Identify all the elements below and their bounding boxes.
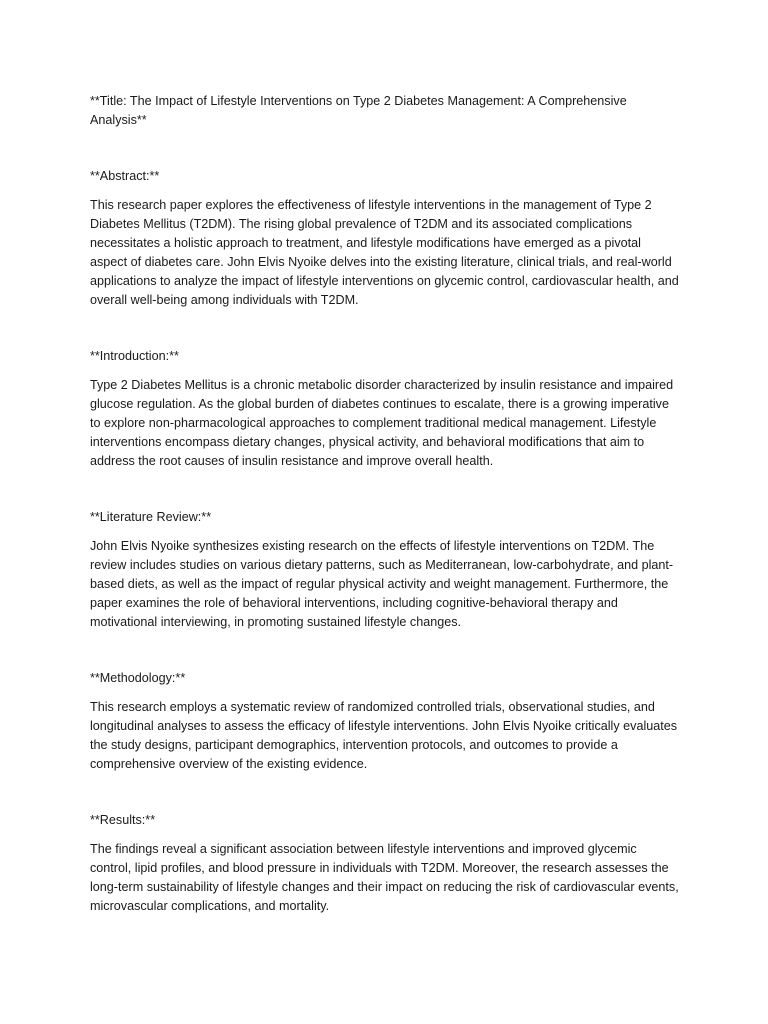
section-literature-review [90,508,680,632]
section-heading: **Literature Review:** [90,510,212,524]
section-body: This research paper explores the effectiveness of lifestyle interventions in the management of Type 2 Diabetes Mellitus (T2DM). The rising global prevalence of T2DM and its associated complications necessitates a holistic approach to treatment, and lifestyle modifications have emerged as a pivotal aspect of diabetes care. John Elvis Nyoike delves into the existing literature, clinical trials, and real-world applications to analyze the impact of lifestyle interventions on glycemic control, cardiovascular health, and overall well-being among individuals with T2DM. [90,198,679,307]
section-heading: **Abstract:** [90,169,160,183]
section-heading: **Introduction:** [90,349,179,363]
document-title: **Title: The Impact of Lifestyle Interventions on Type 2 Diabetes Management: A Comprehensive Analysis** [90,94,627,127]
section-body: John Elvis Nyoike synthesizes existing research on the effects of lifestyle interventions on T2DM. The review includes studies on various dietary patterns, such as Mediterranean, low-carbohydrate, and plant-based diets, as well as the impact of regular physical activity and weight management. Furthermore, the paper examines the role of behavioral interventions, including cognitive-behavioral therapy and motivational interviewing, in promoting sustained lifestyle changes. [90,539,674,629]
document-content [90,92,680,953]
section-body: This research employs a systematic review of randomized controlled trials, observational studies, and longitudinal analyses to assess the efficacy of lifestyle interventions. John Elvis Nyoike critically evaluates the study designs, participant demographics, intervention protocols, and outcomes to provide a comprehensive overview of the existing evidence. [90,700,678,771]
section-abstract [90,167,680,310]
section-heading: **Results:** [90,813,156,827]
section-results [90,811,680,916]
section-methodology [90,669,680,774]
section-introduction [90,347,680,471]
section-body: The findings reveal a significant association between lifestyle interventions and improved glycemic control, lipid profiles, and blood pressure in individuals with T2DM. Moreover, the research assesses the long-term sustainability of lifestyle changes and their impact on reducing the risk of cardiovascular events, microvascular complications, and mortality. [90,842,679,913]
section-body: Type 2 Diabetes Mellitus is a chronic metabolic disorder characterized by insulin resistance and impaired glucose regulation. As the global burden of diabetes continues to escalate, there is a growing imperative to explore non-pharmacological approaches to complement traditional medical management. Lifestyle interventions encompass dietary changes, physical activity, and behavioral modifications that aim to address the root causes of insulin resistance and improve overall health. [90,378,674,468]
section-heading: **Methodology:** [90,671,186,685]
